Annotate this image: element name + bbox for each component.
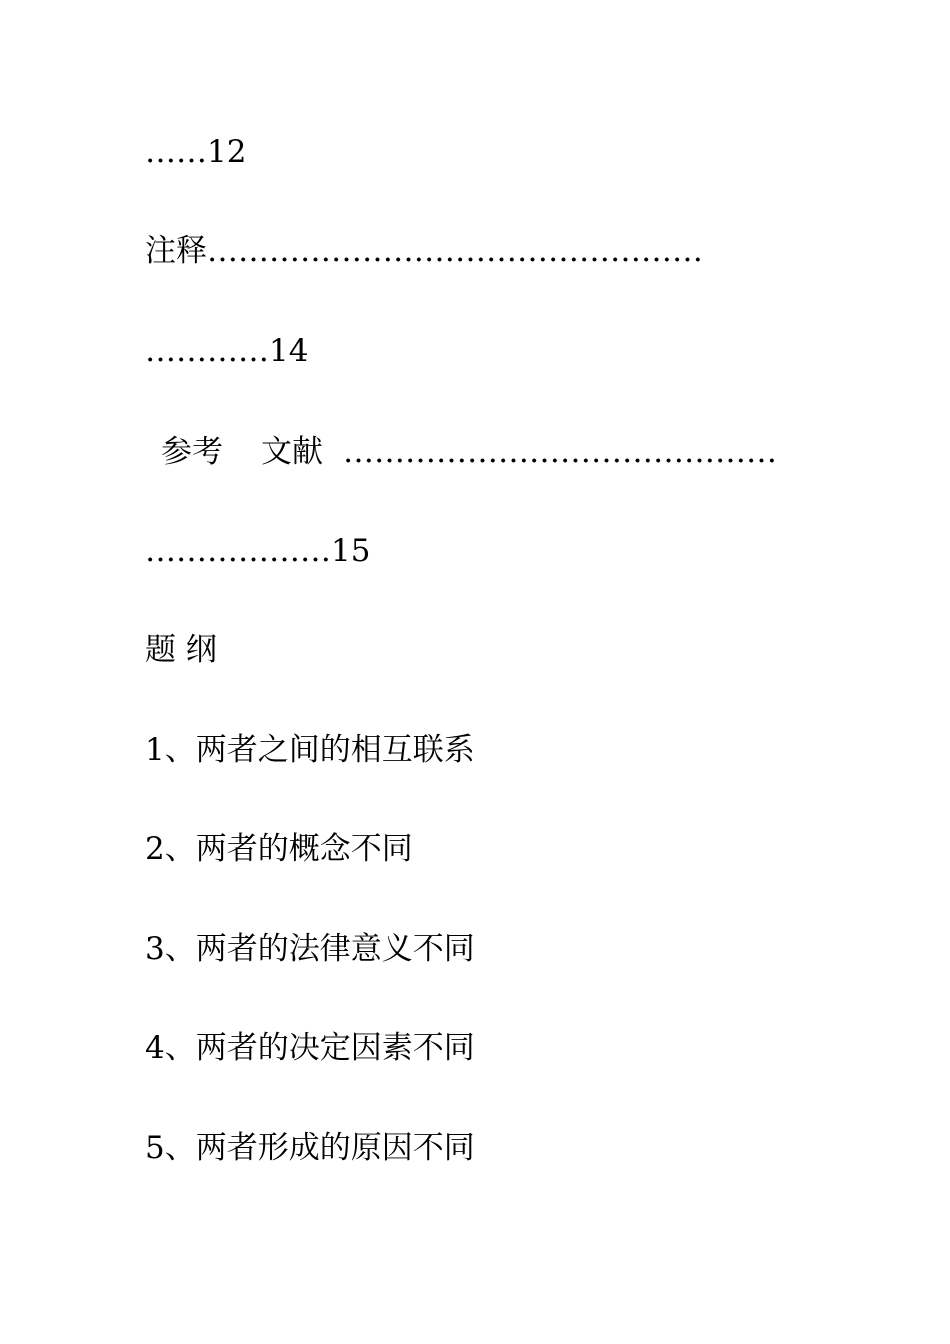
- outline-item-5: 5、两者形成的原因不同: [145, 1130, 475, 1166]
- outline-item-1: 1、两者之间的相互联系: [145, 732, 475, 768]
- toc-entry-references: [145, 432, 801, 472]
- toc-notes-label: 注释: [145, 233, 207, 269]
- toc-references-page-line: [145, 531, 785, 571]
- toc-entry-notes: [145, 231, 785, 271]
- toc-notes-page-line: [145, 331, 785, 371]
- toc-page-ref-14: …………14: [145, 333, 309, 369]
- outline-item-3: 3、两者的法律意义不同: [145, 931, 475, 967]
- outline-item-4: 4、两者的决定因素不同: [145, 1030, 475, 1066]
- toc-references-label-part1: 参考: [161, 434, 223, 470]
- toc-references-label-part2: 文献: [261, 434, 323, 470]
- outline-heading: 题 纲: [145, 632, 217, 668]
- toc-page-ref-12: ……12: [145, 134, 247, 170]
- toc-page-ref-15: ………………15: [145, 533, 371, 569]
- toc-references-leader: ……………………………………: [343, 434, 777, 470]
- toc-continuation-line: [145, 132, 785, 172]
- toc-notes-leader: …………………………………………: [207, 233, 703, 269]
- outline-item-2: 2、两者的概念不同: [145, 831, 413, 867]
